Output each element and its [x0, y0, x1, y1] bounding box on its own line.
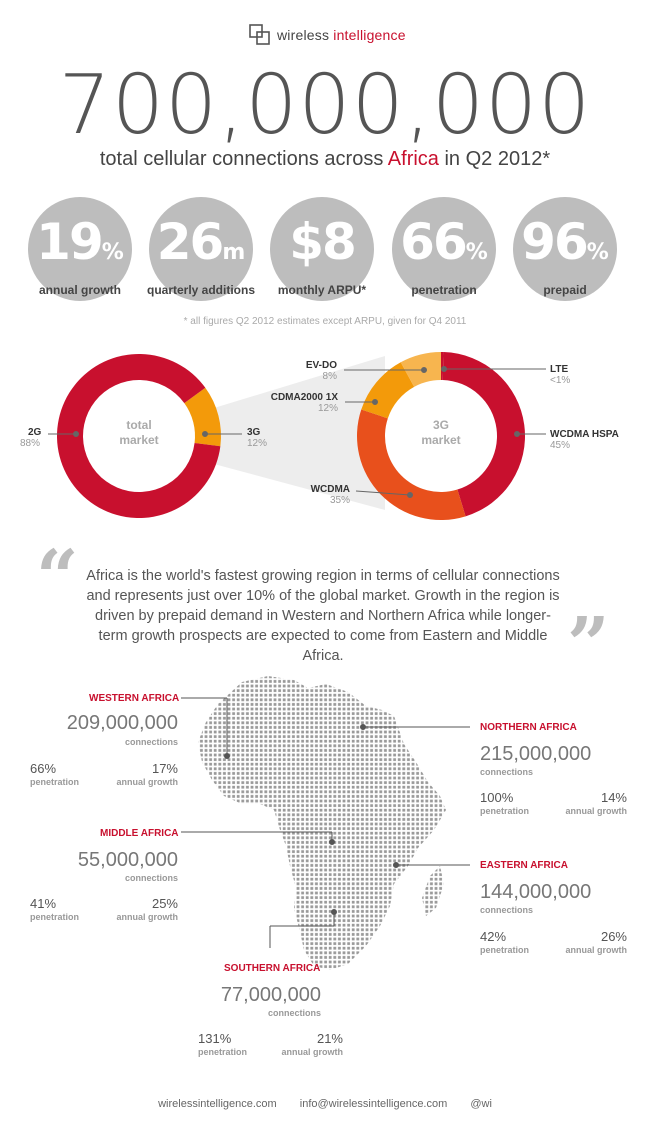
- footer: [0, 1098, 650, 1110]
- headline-subtitle: total cellular connections across Africa in Q2 2012*: [99, 148, 551, 170]
- region-middle-penetration: 41%: [30, 896, 57, 911]
- stat-prepaid: 96% prepaid: [513, 197, 617, 301]
- region-southern-growth-label: annual growth: [281, 1047, 343, 1057]
- value-evdo: 8%: [322, 371, 337, 382]
- region-western-pen-label: penetration: [30, 777, 80, 787]
- close-quote-icon: ”: [567, 602, 610, 688]
- label-3g: 3G: [247, 427, 261, 438]
- region-eastern-growth-label: annual growth: [565, 945, 627, 955]
- logo-mark-icon: [249, 24, 271, 46]
- value-wcdma: 35%: [329, 495, 350, 506]
- region-southern-connections: 77,000,000: [220, 984, 321, 1006]
- stat-annual-growth: 19% annual growth: [28, 197, 132, 301]
- value-2g: 88%: [20, 438, 41, 449]
- region-western-connections: 209,000,000: [66, 712, 178, 734]
- region-southern-name: SOUTHERN AFRICA: [224, 963, 321, 974]
- label-lte: LTE: [550, 364, 569, 375]
- region-eastern-conn-label: connections: [480, 905, 534, 915]
- label-wcdma: WCDMA: [310, 484, 350, 495]
- footer-website-link[interactable]: wirelessintelligence.com: [158, 1098, 277, 1110]
- quote-text: Africa is the world's fastest growing region in terms of cellular connections and represents just over 10% of the global market. Growth in the region is driven by prepaid demand in Western and Northern Africa while longer-term growth prospects are expected to come from Eastern and Middle Africa.: [86, 568, 560, 664]
- region-middle-name: MIDDLE AFRICA: [100, 828, 179, 839]
- region-eastern-connections: 144,000,000: [480, 881, 592, 903]
- center-label-3g-2: market: [421, 433, 461, 447]
- logo-text: wireless intelligence: [277, 27, 406, 43]
- region-western-penetration: 66%: [30, 761, 57, 776]
- region-northern-growth: 14%: [600, 790, 627, 805]
- region-southern-pen-label: penetration: [198, 1047, 248, 1057]
- region-eastern-name: EASTERN AFRICA: [480, 860, 568, 871]
- center-label-total-2: market: [119, 433, 159, 447]
- region-northern-penetration: 100%: [480, 790, 514, 805]
- region-southern-penetration: 131%: [198, 1031, 232, 1046]
- stat-monthly-arpu: $8 monthly ARPU*: [270, 197, 374, 301]
- region-eastern-penetration: 42%: [480, 929, 507, 944]
- region-western-growth: 17%: [151, 761, 178, 776]
- region-western-conn-label: connections: [124, 737, 178, 747]
- brand-logo: [249, 24, 406, 46]
- value-lte: <1%: [550, 375, 571, 386]
- region-southern-growth: 21%: [316, 1031, 343, 1046]
- footer-email-link[interactable]: info@wirelessintelligence.com: [299, 1098, 448, 1110]
- value-3g: 12%: [247, 438, 268, 449]
- stat-penetration: 66% penetration: [392, 197, 496, 301]
- region-northern-pen-label: penetration: [480, 806, 530, 816]
- footer-handle-link[interactable]: @wi: [470, 1098, 492, 1110]
- region-western-growth-label: annual growth: [116, 777, 178, 787]
- donut-charts: [0, 340, 650, 530]
- open-quote-icon: “: [36, 535, 79, 621]
- value-wcdma-hspa: 45%: [550, 440, 571, 451]
- stat-quarterly-additions: 26m quarterly additions: [149, 197, 253, 301]
- region-northern-conn-label: connections: [480, 767, 534, 777]
- label-2g: 2G: [28, 427, 42, 438]
- footnote: * all figures Q2 2012 estimates except ARPU, given for Q4 2011: [183, 316, 467, 327]
- region-northern-growth-label: annual growth: [565, 806, 627, 816]
- region-middle-conn-label: connections: [124, 873, 178, 883]
- region-middle-growth: 25%: [151, 896, 178, 911]
- region-eastern-growth: 26%: [600, 929, 627, 944]
- region-northern-name: NORTHERN AFRICA: [480, 722, 577, 733]
- label-cdma: CDMA2000 1X: [270, 392, 338, 403]
- region-southern-conn-label: connections: [267, 1008, 321, 1018]
- label-wcdma-hspa: WCDMA HSPA: [550, 429, 619, 440]
- region-middle-pen-label: penetration: [30, 912, 80, 922]
- region-western-name: WESTERN AFRICA: [89, 693, 180, 704]
- center-label-total-1: total: [126, 418, 152, 432]
- region-middle-growth-label: annual growth: [116, 912, 178, 922]
- total-connections-number: 700,000,000: [58, 58, 592, 153]
- region-middle-connections: 55,000,000: [77, 849, 178, 871]
- region-eastern-pen-label: penetration: [480, 945, 530, 955]
- value-cdma: 12%: [317, 403, 338, 414]
- label-evdo: EV-DO: [305, 360, 337, 371]
- region-northern-connections: 215,000,000: [480, 743, 592, 765]
- center-label-3g-1: 3G: [432, 418, 450, 432]
